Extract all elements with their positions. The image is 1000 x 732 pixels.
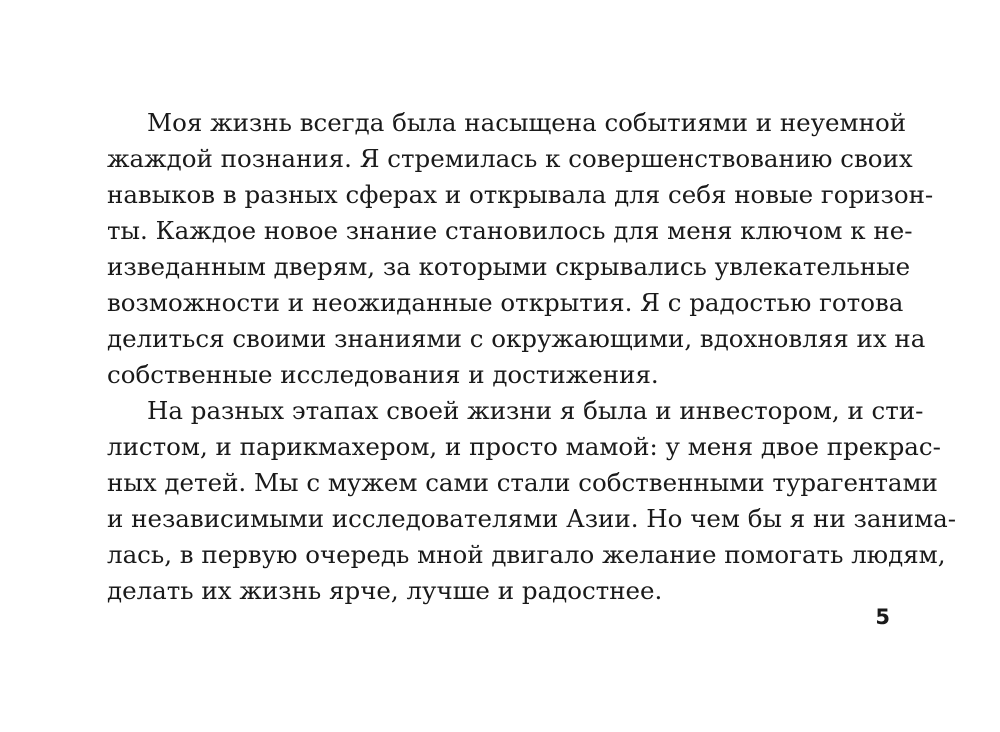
text-line: навыков в разных сферах и открывала для себя новые горизон- (107, 180, 934, 209)
text-line: собственные исследования и достижения. (107, 360, 659, 389)
text-line: делать их жизнь ярче, лучше и радостнее. (107, 576, 663, 605)
text-line: жаждой познания. Я стремилась к совершенствованию своих (107, 144, 913, 173)
text-line: ты. Каждое новое знание становилось для меня ключом к не- (107, 216, 913, 245)
page-number: 5 (875, 605, 890, 629)
paragraph-2 (107, 393, 957, 609)
text-line: ных детей. Мы с мужем сами стали собственными турагентами (107, 468, 938, 497)
text-line: изведанным дверям, за которыми скрывались увлекательные (107, 252, 911, 281)
text-line: лась, в первую очередь мной двигало желание помогать людям, (107, 540, 946, 569)
text-line: и независимыми исследователями Азии. Но чем бы я ни занима- (107, 504, 957, 533)
text-line: листом, и парикмахером, и просто мамой: у меня двое прекрас- (107, 432, 941, 461)
body-text (107, 105, 957, 609)
text-line: Моя жизнь всегда была насыщена событиями и неуемной (147, 108, 907, 137)
text-line: возможности и неожиданные открытия. Я с радостью готова (107, 288, 904, 317)
text-line: делиться своими знаниями с окружающими, вдохновляя их на (107, 324, 926, 353)
paragraph-1 (107, 105, 934, 393)
text-line: На разных этапах своей жизни я была и инвестором, и сти- (147, 396, 924, 425)
